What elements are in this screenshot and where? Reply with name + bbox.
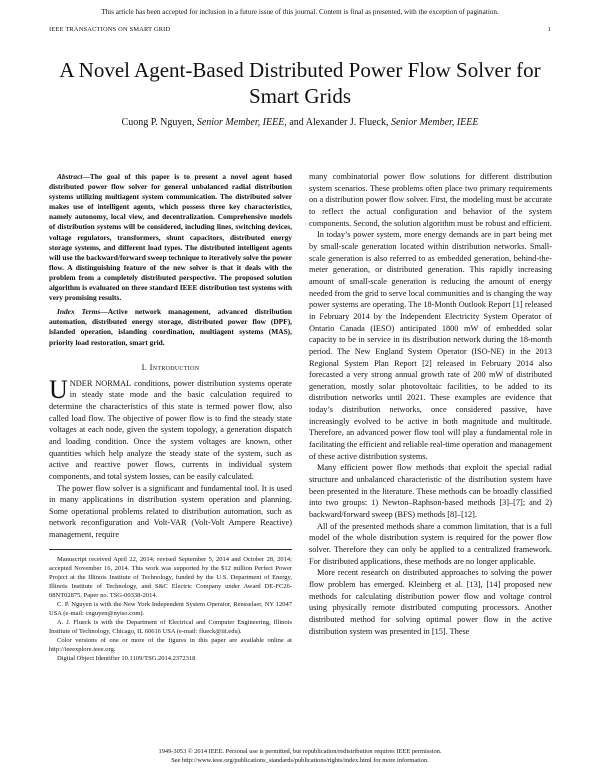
footnote-author-2: A. J. Flueck is with the Department of Electrical and Computer Engineering, Illinois Institute of Technology, Chicago, IL 60616 USA (e-mail: flueck@iit.edu). — [49, 618, 292, 635]
author-1-role: Senior Member, IEEE, — [196, 117, 287, 128]
author-2-role: Senior Member, IEEE — [390, 117, 479, 128]
footnote-manuscript: Manuscript received April 22, 2014; revised September 5, 2014 and October 28, 2014; accepted November 16, 2014. This work was supported by the $12 million Perfect Power Project at the Illinois Institute of Technology, funded by the U.S. Department of Energy, Illinois Institute of Technology, and S&C Electric Company under Award DE-FC26-08NT02875. Paper no. TSG-00338-2014. — [49, 555, 292, 599]
author-conjunction: and — [289, 117, 304, 128]
footnote-doi: Digital Object Identifier 10.1109/TSG.2014.2372318 — [57, 654, 196, 662]
journal-name: IEEE TRANSACTIONS ON SMART GRID — [49, 26, 171, 33]
index-terms-text: —Active network management, advanced distribution automation, distributed energy storage, distributed power flow (DPF), islanded operation, islanding coordination, multiagent systems (MAS), priority load restoration, smart grid. — [49, 307, 292, 347]
copyright-line: 1949-3053 © 2014 IEEE. Personal use is permitted, but republication/redistribution requires IEEE permission. — [158, 748, 442, 755]
right-column — [309, 171, 552, 637]
acceptance-notice: This article has been accepted for inclusion in a future issue of this journal. Content is final as presented, with the exception of pagination. — [101, 8, 499, 16]
author-1: Cuong P. Nguyen, — [121, 117, 195, 128]
right-paragraph-3: Many efficient power flow methods that exploit the special radial structure and unbalanced characteristic of the distribution system have been presented in the literature. These methods can be broadly classified into two groups: 1) Newton–Raphson-based methods [3]–[7]; and 2) backward/forward sweep (BFS) methods [8]–[12]. — [309, 463, 552, 520]
index-terms-label: Index Terms — [57, 307, 101, 317]
abstract — [49, 172, 292, 303]
abstract-text: —The goal of this paper is to present a novel agent based distributed power flow solver for general unbalanced radial distribution systems utilizing multiagent system communication. The distributed solver makes use of intelligent agents, which possess three key characteristics, namely autonomy, local view, and decentralization. Comprehensive models of distribution systems will be considered, including lines, switching devices, voltage regulators, transformers, shunt capacitors, distributed energy storage systems, and different load types. The distributed intelligent agents will use the backward/forward sweep technique to iteratively solve the power flow. A distinguishing feature of the new solver is that it deals with the problem from a completely distributed perspective. The proposed solution algorithm is evaluated on three standard IEEE distribution test systems with very promising results. — [49, 172, 292, 303]
drop-cap: U — [49, 374, 68, 404]
right-paragraph-2: In today’s power system, more energy demands are in part being met by small-scale generation located within distribution networks. Small-scale generation is also referred to as embedded generation, behind-the-meter generation, or distributed generation. This rapidly increasing amount of small-scale generation is reducing the amount of energy needed from the grid to serve local communities and is changing the way power systems are operating. The 18-Month Outlook Report [1] released in February 2014 by the Independent Electricity System Operator of Ontario Canada (IESO) anticipated 1800 mW of embedded solar capacity to be in service in its distribution network during the 18-month period. The New England System Operator (ISO-NE) in the 2013 Regional System Plan Report [2] released in February 2014 also forecasted a very strong annual growth rate of 200 mW of distributed generation, mostly solar photovoltaic facilities, to be added to its distribution networks until 2021. These examples are evidence that today’s distribution networks, once considered passive, have increasingly evolved to be active in both magnitude and multitude. Therefore, an advanced power flow tool will play a fundamental role in facilitating the efficient and reliable real-time operation and management of these active distribution systems. — [309, 230, 552, 461]
rights-url-line: See http://www.ieee.org/publications_standards/publications/rights/index.html for more information. — [171, 757, 429, 764]
intro-paragraph-1-text: conditions, power distribution systems operate in steady state mode and the basic calculation required to determine the characteristics of this state is termed power flow, also called load flow. The objective of power flow is to find the steady state voltages at each node, given the system topology, a generation dispatch and loading condition. Once the system voltages are known, other quantities which help analyze the steady state of the system, such as active and reactive power flows, currents in individual system components, and total system losses, can be easily calculated. — [49, 378, 292, 481]
author-2: Alexander J. Flueck, — [305, 117, 389, 128]
intro-paragraph-2: The power flow solver is a significant and fundamental tool. It is used in many applications in distribution system operation and planning. Some operational problems related to distribution automation, such as network reconfiguration and Volt-VAR (Volt-Volt Ampere Reactive) management, require — [49, 483, 292, 540]
footnote-rule — [49, 549, 292, 550]
index-terms — [49, 307, 292, 347]
abstract-label: Abstract — [57, 172, 83, 181]
copyright-footer — [0, 747, 600, 765]
footnote-color-figures: Color versions of one or more of the figures in this paper are available online at http://ieeexplore.ieee.org. — [49, 636, 292, 653]
left-column — [49, 172, 292, 663]
right-paragraph-1: many combinatorial power flow solutions for different distribution system scenarios. These problems often place two primary requirements on a distribution power flow solver. First, the modeling must be accurate to reflect the actual configuration and behavior of the system components. Second, the solution algorithm must be robust and efficient. — [309, 172, 552, 228]
section-heading-introduction: I. Introduction — [141, 361, 200, 372]
right-paragraph-5: More recent research on distributed approaches to solving the power flow problem has emerged. Kleinberg et al. [13], [14] proposed new methods for calculating distribution power flow and voltage control using physically remote distributed computing processors. Another distributed method for solving optimal power flow in the active distribution system was presented in [15]. These — [309, 568, 552, 636]
footnote-author-1: C. P. Nguyen is with the New York Independent System Operator, Rensselaer, NY 12047 USA (e-mail: cnguyen@nyiso.com). — [49, 600, 292, 617]
intro-lead-words: NDER NORMAL — [69, 378, 132, 388]
page-number: 1 — [547, 26, 551, 33]
running-head — [49, 26, 551, 33]
author-line — [40, 117, 560, 128]
right-paragraph-4: All of the presented methods share a common limitation, that is a full model of the whole distribution system is required for the power flow solver. Therefore they can only be applied to a centralized framework. For distributed applications, these methods are no longer applicable. — [309, 521, 552, 566]
intro-paragraph-1 — [49, 374, 292, 483]
paper-title: A Novel Agent-Based Distributed Power Flow Solver for Smart Grids — [59, 58, 541, 108]
